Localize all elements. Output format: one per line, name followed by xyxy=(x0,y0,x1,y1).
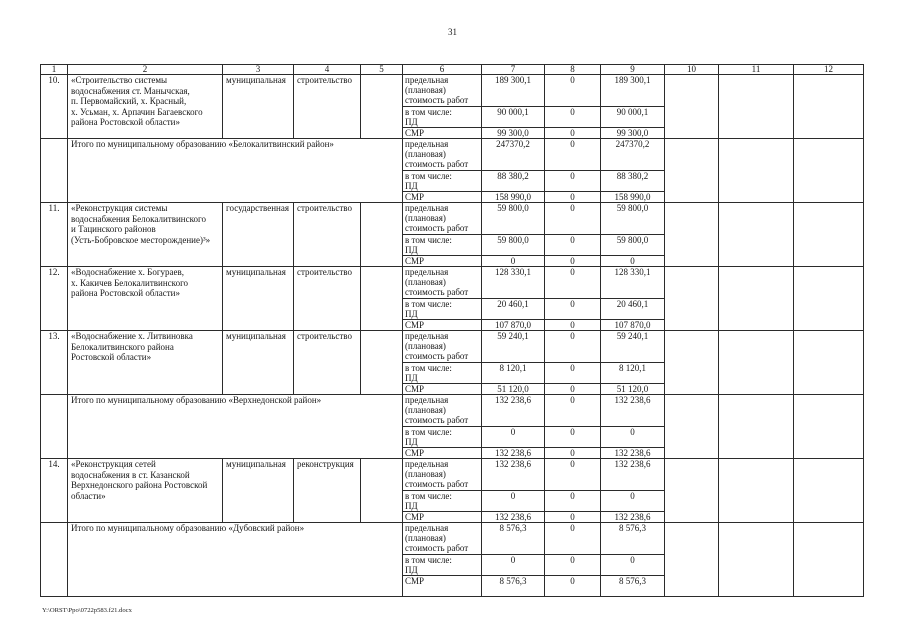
subtotal-row xyxy=(41,139,864,171)
value-col-8: 0 xyxy=(545,192,601,203)
work-type: реконструкция xyxy=(294,459,361,523)
object-name: «Водоснабжение х. Литвиновка Белокалитвинского района Ростовской области» xyxy=(68,331,223,395)
column-12-cell xyxy=(794,395,864,459)
value-col-7: 0 xyxy=(482,491,545,512)
row-number: 12. xyxy=(41,267,68,331)
value-col-9: 90 000,1 xyxy=(601,107,665,128)
value-col-9: 132 238,6 xyxy=(601,395,665,427)
column-10-cell xyxy=(665,267,719,331)
column-11-cell xyxy=(719,203,794,267)
value-col-9: 8 120,1 xyxy=(601,363,665,384)
column-11-cell xyxy=(719,267,794,331)
column-10-cell xyxy=(665,395,719,459)
value-col-7: 90 000,1 xyxy=(482,107,545,128)
table-row xyxy=(41,267,864,299)
column-number-row xyxy=(41,65,864,75)
value-col-9: 132 238,6 xyxy=(601,512,665,523)
column-5-cell xyxy=(361,331,403,395)
value-col-9: 189 300,1 xyxy=(601,75,665,107)
column-number: 12 xyxy=(794,65,864,75)
cost-label: предельная (плановая) стоимость работ xyxy=(403,331,482,363)
table-body xyxy=(41,65,864,597)
value-col-8: 0 xyxy=(545,75,601,107)
ownership-form: государственная xyxy=(223,203,294,267)
cost-label: СМР xyxy=(403,576,482,597)
value-col-8: 0 xyxy=(545,491,601,512)
table-row xyxy=(41,331,864,363)
value-col-9: 8 576,3 xyxy=(601,523,665,555)
value-col-8: 0 xyxy=(545,448,601,459)
subtotal-title: Итого по муниципальному образованию «Белокалитвинский район» xyxy=(68,139,403,203)
value-col-7: 0 xyxy=(482,256,545,267)
cost-label: в том числе: ПД xyxy=(403,235,482,256)
object-name: «Строительство системы водоснабжения ст. Манычская, п. Первомайский, х. Красный, х. Усьман, х. Арпачин Багаевского района Ростовской области» xyxy=(68,75,223,139)
value-col-8: 0 xyxy=(545,139,601,171)
cost-label: предельная (плановая) стоимость работ xyxy=(403,75,482,107)
column-number: 4 xyxy=(294,65,361,75)
value-col-9: 0 xyxy=(601,427,665,448)
row-number: 13. xyxy=(41,331,68,395)
value-col-7: 0 xyxy=(482,555,545,576)
row-number: 14. xyxy=(41,459,68,523)
value-col-7: 8 576,3 xyxy=(482,576,545,597)
value-col-8: 0 xyxy=(545,235,601,256)
cost-label: предельная (плановая) стоимость работ xyxy=(403,203,482,235)
ownership-form: муниципальная xyxy=(223,331,294,395)
column-12-cell xyxy=(794,523,864,597)
subtotal-row xyxy=(41,523,864,555)
column-11-cell xyxy=(719,331,794,395)
column-11-cell xyxy=(719,75,794,139)
object-name: «Реконструкция сетей водоснабжения в ст. Казанской Верхнедонского района Ростовской области» xyxy=(68,459,223,523)
work-type: строительство xyxy=(294,331,361,395)
row-number: 10. xyxy=(41,75,68,139)
value-col-7: 20 460,1 xyxy=(482,299,545,320)
value-col-7: 132 238,6 xyxy=(482,448,545,459)
column-12-cell xyxy=(794,459,864,523)
cost-label: СМР xyxy=(403,448,482,459)
value-col-8: 0 xyxy=(545,427,601,448)
value-col-7: 8 120,1 xyxy=(482,363,545,384)
cost-label: в том числе: ПД xyxy=(403,107,482,128)
column-number: 7 xyxy=(482,65,545,75)
table-row xyxy=(41,203,864,235)
column-number: 3 xyxy=(223,65,294,75)
cost-label: в том числе: ПД xyxy=(403,427,482,448)
value-col-8: 0 xyxy=(545,256,601,267)
column-10-cell xyxy=(665,75,719,139)
cost-label: СМР xyxy=(403,320,482,331)
work-type: строительство xyxy=(294,75,361,139)
work-type: строительство xyxy=(294,203,361,267)
cost-label: СМР xyxy=(403,192,482,203)
value-col-7: 128 330,1 xyxy=(482,267,545,299)
column-number: 11 xyxy=(719,65,794,75)
cost-label: в том числе: ПД xyxy=(403,299,482,320)
cost-label: предельная (плановая) стоимость работ xyxy=(403,459,482,491)
value-col-9: 107 870,0 xyxy=(601,320,665,331)
column-11-cell xyxy=(719,395,794,459)
column-12-cell xyxy=(794,267,864,331)
value-col-8: 0 xyxy=(545,555,601,576)
page-number: 31 xyxy=(448,27,457,37)
value-col-8: 0 xyxy=(545,320,601,331)
column-10-cell xyxy=(665,139,719,203)
value-col-8: 0 xyxy=(545,512,601,523)
column-number: 6 xyxy=(403,65,482,75)
column-10-cell xyxy=(665,203,719,267)
ownership-form: муниципальная xyxy=(223,267,294,331)
cost-label: предельная (плановая) стоимость работ xyxy=(403,523,482,555)
value-col-9: 99 300,0 xyxy=(601,128,665,139)
column-5-cell xyxy=(361,459,403,523)
cost-label: в том числе: ПД xyxy=(403,363,482,384)
row-number xyxy=(41,395,68,459)
value-col-9: 0 xyxy=(601,555,665,576)
column-number: 8 xyxy=(545,65,601,75)
value-col-7: 8 576,3 xyxy=(482,523,545,555)
value-col-9: 247370,2 xyxy=(601,139,665,171)
value-col-8: 0 xyxy=(545,128,601,139)
object-name: «Реконструкция системы водоснабжения Белокалитвинского и Тацинского районов (Усть-Бобровское месторождение)³» xyxy=(68,203,223,267)
column-5-cell xyxy=(361,267,403,331)
value-col-7: 99 300,0 xyxy=(482,128,545,139)
row-number xyxy=(41,139,68,203)
value-col-9: 0 xyxy=(601,256,665,267)
table-row xyxy=(41,459,864,491)
subtotal-title: Итого по муниципальному образованию «Верхнедонской район» xyxy=(68,395,403,459)
file-path-footer: Y:\ORST\Ppo\0722p583.f21.docx xyxy=(42,607,132,614)
cost-label: предельная (плановая) стоимость работ xyxy=(403,267,482,299)
subtotal-title: Итого по муниципальному образованию «Дубовский район» xyxy=(68,523,403,597)
column-number: 1 xyxy=(41,65,68,75)
column-5-cell xyxy=(361,75,403,139)
cost-label: СМР xyxy=(403,512,482,523)
value-col-9: 20 460,1 xyxy=(601,299,665,320)
column-number: 10 xyxy=(665,65,719,75)
ownership-form: муниципальная xyxy=(223,75,294,139)
table-row xyxy=(41,75,864,107)
value-col-9: 59 800,0 xyxy=(601,235,665,256)
column-11-cell xyxy=(719,139,794,203)
column-10-cell xyxy=(665,523,719,597)
value-col-7: 59 800,0 xyxy=(482,203,545,235)
column-12-cell xyxy=(794,331,864,395)
column-number: 2 xyxy=(68,65,223,75)
value-col-8: 0 xyxy=(545,171,601,192)
value-col-9: 8 576,3 xyxy=(601,576,665,597)
row-number: 11. xyxy=(41,203,68,267)
value-col-7: 0 xyxy=(482,427,545,448)
object-name: «Водоснабжение х. Богураев, х. Какичев Белокалитвинского района Ростовской области» xyxy=(68,267,223,331)
value-col-7: 88 380,2 xyxy=(482,171,545,192)
column-number: 5 xyxy=(361,65,403,75)
column-10-cell xyxy=(665,459,719,523)
value-col-8: 0 xyxy=(545,331,601,363)
value-col-8: 0 xyxy=(545,203,601,235)
value-col-7: 132 238,6 xyxy=(482,459,545,491)
value-col-9: 158 990,0 xyxy=(601,192,665,203)
value-col-7: 107 870,0 xyxy=(482,320,545,331)
column-number: 9 xyxy=(601,65,665,75)
value-col-9: 51 120,0 xyxy=(601,384,665,395)
value-col-9: 132 238,6 xyxy=(601,448,665,459)
value-col-8: 0 xyxy=(545,459,601,491)
value-col-9: 0 xyxy=(601,491,665,512)
value-col-8: 0 xyxy=(545,576,601,597)
subtotal-row xyxy=(41,395,864,427)
cost-label: СМР xyxy=(403,128,482,139)
value-col-8: 0 xyxy=(545,384,601,395)
value-col-7: 51 120,0 xyxy=(482,384,545,395)
value-col-9: 128 330,1 xyxy=(601,267,665,299)
value-col-8: 0 xyxy=(545,299,601,320)
value-col-7: 132 238,6 xyxy=(482,395,545,427)
value-col-8: 0 xyxy=(545,267,601,299)
data-table xyxy=(40,64,864,597)
value-col-7: 247370,2 xyxy=(482,139,545,171)
column-12-cell xyxy=(794,75,864,139)
cost-label: предельная (плановая) стоимость работ xyxy=(403,395,482,427)
row-number xyxy=(41,523,68,597)
ownership-form: муниципальная xyxy=(223,459,294,523)
cost-label: в том числе: ПД xyxy=(403,491,482,512)
value-col-8: 0 xyxy=(545,395,601,427)
value-col-9: 88 380,2 xyxy=(601,171,665,192)
cost-label: предельная (плановая) стоимость работ xyxy=(403,139,482,171)
value-col-7: 59 800,0 xyxy=(482,235,545,256)
column-12-cell xyxy=(794,203,864,267)
column-10-cell xyxy=(665,331,719,395)
column-5-cell xyxy=(361,203,403,267)
value-col-7: 132 238,6 xyxy=(482,512,545,523)
value-col-7: 189 300,1 xyxy=(482,75,545,107)
value-col-9: 59 240,1 xyxy=(601,331,665,363)
value-col-9: 59 800,0 xyxy=(601,203,665,235)
column-11-cell xyxy=(719,523,794,597)
value-col-9: 132 238,6 xyxy=(601,459,665,491)
cost-label: в том числе: ПД xyxy=(403,171,482,192)
work-type: строительство xyxy=(294,267,361,331)
column-12-cell xyxy=(794,139,864,203)
value-col-7: 59 240,1 xyxy=(482,331,545,363)
value-col-8: 0 xyxy=(545,523,601,555)
cost-label: СМР xyxy=(403,384,482,395)
value-col-8: 0 xyxy=(545,107,601,128)
cost-label: в том числе: ПД xyxy=(403,555,482,576)
value-col-8: 0 xyxy=(545,363,601,384)
value-col-7: 158 990,0 xyxy=(482,192,545,203)
column-11-cell xyxy=(719,459,794,523)
cost-label: СМР xyxy=(403,256,482,267)
